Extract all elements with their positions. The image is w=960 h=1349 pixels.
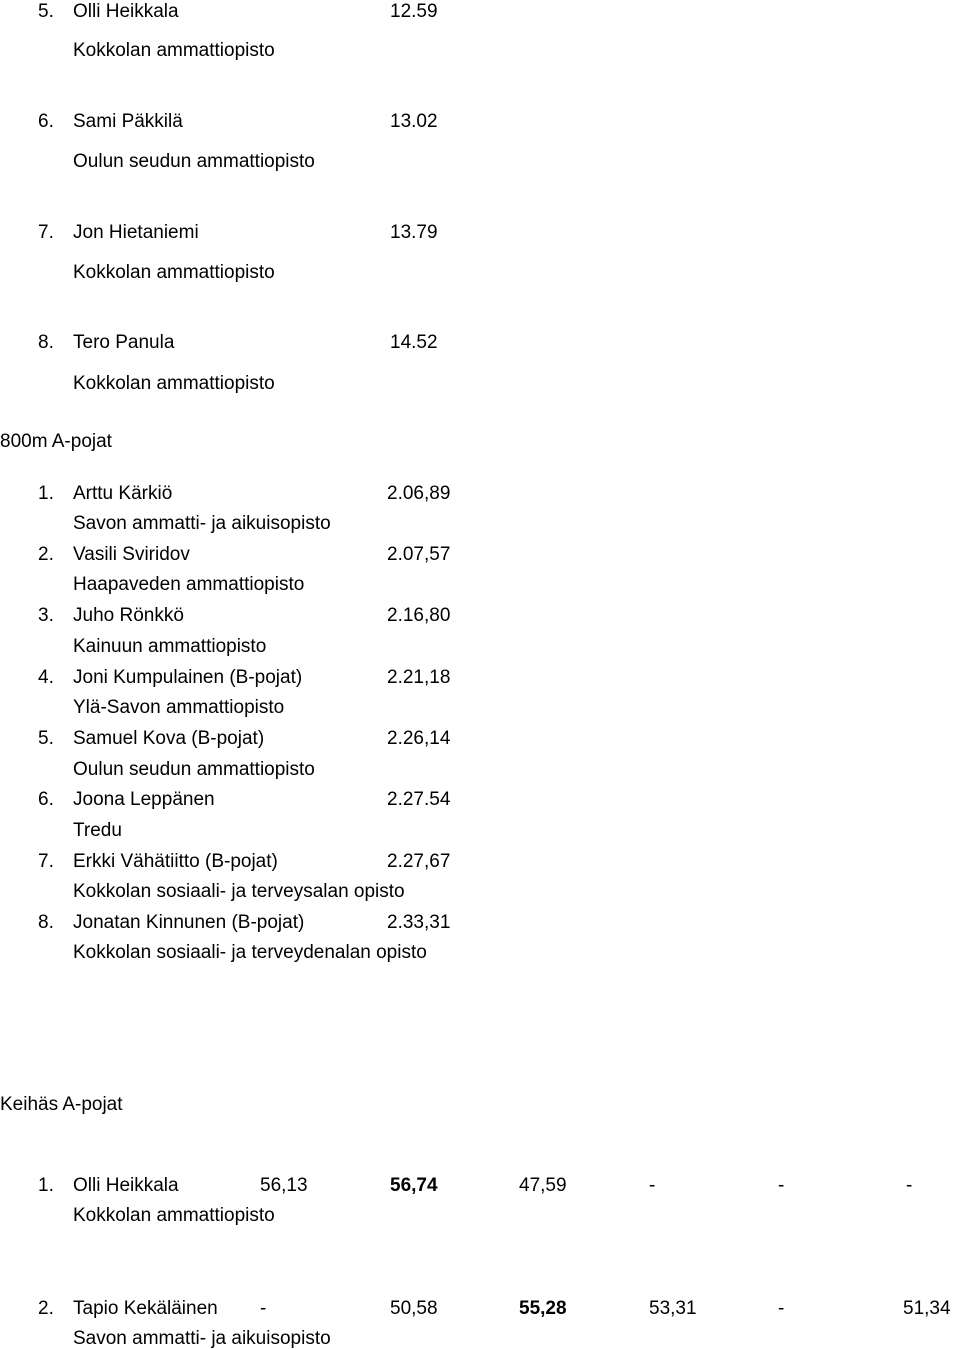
school-name: Kokkolan ammattiopisto: [73, 373, 275, 394]
athlete-name: Arttu Kärkiö: [73, 483, 173, 504]
athlete-name: Olli Heikkala: [73, 1, 179, 22]
result-time: 12.59: [390, 1, 438, 22]
throw-6: 51,34: [903, 1298, 951, 1319]
throw-2: 50,58: [390, 1298, 438, 1319]
athlete-name: Erkki Vähätiitto (B-pojat): [73, 851, 278, 872]
school-name: Ylä-Savon ammattiopisto: [73, 697, 285, 718]
rank: 8.: [38, 332, 54, 353]
athlete-name: Vasili Sviridov: [73, 544, 190, 565]
result-time: 2.27,67: [387, 851, 451, 872]
rank: 5.: [38, 1, 54, 22]
throw-2-best: 56,74: [390, 1175, 438, 1196]
rank: 6.: [38, 789, 54, 810]
school-name: Haapaveden ammattiopisto: [73, 574, 305, 595]
section-title-keihas: Keihäs A-pojat: [0, 1094, 123, 1115]
throw-1: -: [260, 1298, 267, 1319]
school-name: Savon ammatti- ja aikuisopisto: [73, 1328, 331, 1349]
result-time: 2.26,14: [387, 728, 451, 749]
result-time: 2.16,80: [387, 605, 451, 626]
athlete-name: Sami Päkkilä: [73, 111, 183, 132]
result-time: 2.33,31: [387, 912, 451, 933]
athlete-name: Tero Panula: [73, 332, 175, 353]
athlete-name: Tapio Kekäläinen: [73, 1298, 218, 1319]
school-name: Kokkolan ammattiopisto: [73, 262, 275, 283]
school-name: Oulun seudun ammattiopisto: [73, 759, 315, 780]
throw-6: -: [906, 1175, 913, 1196]
athlete-name: Joni Kumpulainen (B-pojat): [73, 667, 303, 688]
throw-4: -: [649, 1175, 656, 1196]
school-name: Kokkolan ammattiopisto: [73, 40, 275, 61]
athlete-name: Jonatan Kinnunen (B-pojat): [73, 912, 305, 933]
throw-1: 56,13: [260, 1175, 308, 1196]
athlete-name: Jon Hietaniemi: [73, 222, 199, 243]
athlete-name: Joona Leppänen: [73, 789, 215, 810]
rank: 3.: [38, 605, 54, 626]
school-name: Kainuun ammattiopisto: [73, 636, 267, 657]
result-time: 13.79: [390, 222, 438, 243]
rank: 6.: [38, 111, 54, 132]
school-name: Kokkolan sosiaali- ja terveysalan opisto: [73, 881, 405, 902]
school-name: Savon ammatti- ja aikuisopisto: [73, 513, 331, 534]
athlete-name: Samuel Kova (B-pojat): [73, 728, 265, 749]
athlete-name: Olli Heikkala: [73, 1175, 179, 1196]
school-name: Kokkolan ammattiopisto: [73, 1205, 275, 1226]
result-time: 2.27.54: [387, 789, 451, 810]
rank: 1.: [38, 483, 54, 504]
rank: 8.: [38, 912, 54, 933]
school-name: Tredu: [73, 820, 122, 841]
result-time: 13.02: [390, 111, 438, 132]
school-name: Kokkolan sosiaali- ja terveydenalan opisto: [73, 942, 427, 963]
section-title-800m: 800m A-pojat: [0, 431, 112, 452]
throw-5: -: [778, 1175, 785, 1196]
throw-5: -: [778, 1298, 785, 1319]
athlete-name: Juho Rönkkö: [73, 605, 184, 626]
rank: 7.: [38, 222, 54, 243]
throw-4: 53,31: [649, 1298, 697, 1319]
rank: 4.: [38, 667, 54, 688]
result-time: 14.52: [390, 332, 438, 353]
school-name: Oulun seudun ammattiopisto: [73, 151, 315, 172]
rank: 2.: [38, 1298, 54, 1319]
throw-3: 47,59: [519, 1175, 567, 1196]
result-time: 2.06,89: [387, 483, 451, 504]
rank: 5.: [38, 728, 54, 749]
rank: 2.: [38, 544, 54, 565]
result-time: 2.07,57: [387, 544, 451, 565]
rank: 7.: [38, 851, 54, 872]
result-time: 2.21,18: [387, 667, 451, 688]
rank: 1.: [38, 1175, 54, 1196]
throw-3-best: 55,28: [519, 1298, 567, 1319]
